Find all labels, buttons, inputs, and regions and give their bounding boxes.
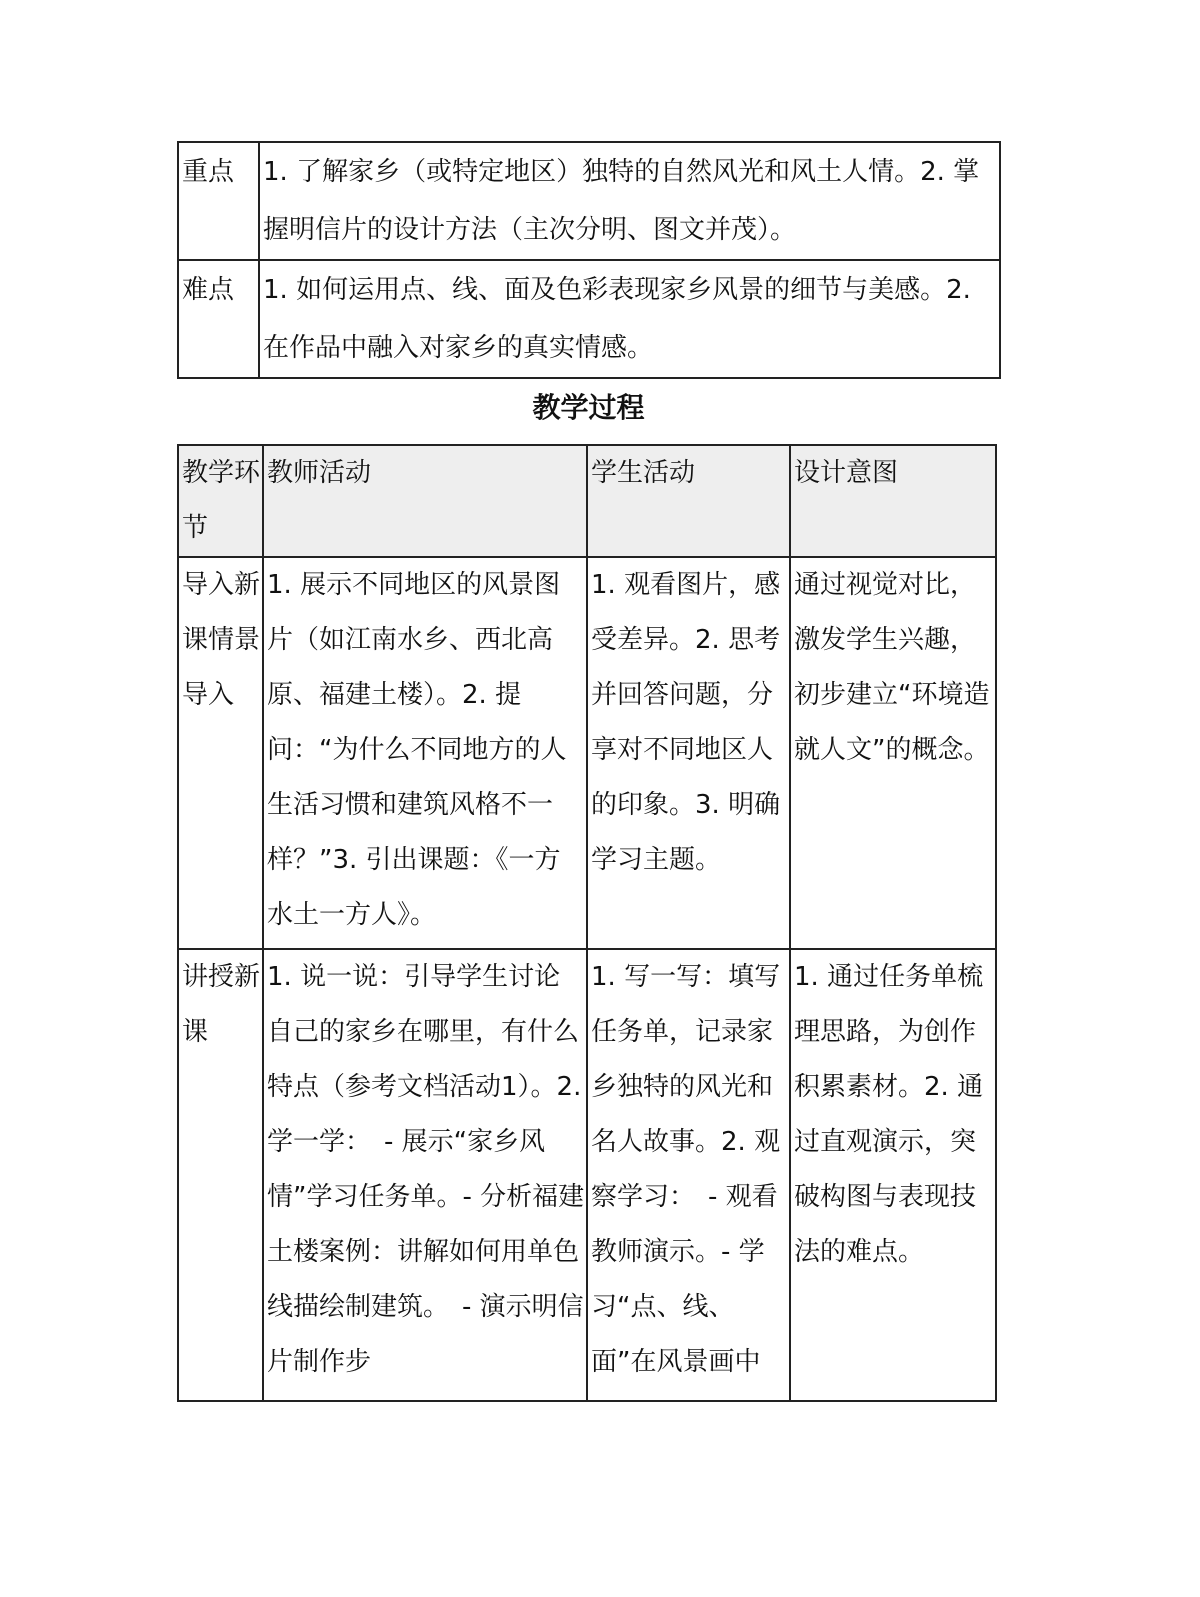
teaching-process-table <box>177 444 997 1402</box>
table-row <box>178 557 996 949</box>
table-header-row <box>178 445 996 557</box>
difficulty-row <box>178 260 1000 378</box>
stage-cell: 导入新课情景导入 <box>178 557 263 949</box>
difficulty-label: 难点 <box>178 260 259 378</box>
key-point-label: 重点 <box>178 142 259 260</box>
difficulty-content: 1. 如何运用点、线、面及色彩表现家乡风景的细节与美感。2. 在作品中融入对家乡的真实情感。 <box>259 260 1000 378</box>
key-point-row <box>178 142 1000 260</box>
stage-cell: 讲授新课 <box>178 949 263 1401</box>
key-point-content: 1. 了解家乡（或特定地区）独特的自然风光和风土人情。2. 掌握明信片的设计方法（主次分明、图文并茂）。 <box>259 142 1000 260</box>
header-teacher: 教师活动 <box>263 445 587 557</box>
teacher-activity-cell: 1. 说一说：引导学生讨论自己的家乡在哪里，有什么特点（参考文档活动1）。2. 学一学： - 展示“家乡风情”学习任务单。- 分析福建土楼案例：讲解如何用单色线描绘制建筑。 - 演示明信片制作步 <box>263 949 587 1401</box>
table-row <box>178 949 996 1401</box>
section-title: 教学过程 <box>532 391 645 424</box>
header-stage: 教学环节 <box>178 445 263 557</box>
student-activity-cell: 1. 写一写：填写任务单，记录家乡独特的风光和名人故事。2. 观察学习： - 观看教师演示。- 学习“点、线、面”在风景画中 <box>587 949 790 1401</box>
key-points-table <box>177 141 1001 379</box>
design-intent-cell: 通过视觉对比，激发学生兴趣，初步建立“环境造就人文”的概念。 <box>790 557 996 949</box>
header-student: 学生活动 <box>587 445 790 557</box>
teacher-activity-cell: 1. 展示不同地区的风景图片（如江南水乡、西北高原、福建土楼）。2. 提问：“为什么不同地方的人生活习惯和建筑风格不一样？”3. 引出课题：《一方水土一方人》。 <box>263 557 587 949</box>
header-intent: 设计意图 <box>790 445 996 557</box>
student-activity-cell: 1. 观看图片，感受差异。2. 思考并回答问题，分享对不同地区人的印象。3. 明确学习主题。 <box>587 557 790 949</box>
design-intent-cell: 1. 通过任务单梳理思路，为创作积累素材。2. 通过直观演示，突破构图与表现技法的难点。 <box>790 949 996 1401</box>
